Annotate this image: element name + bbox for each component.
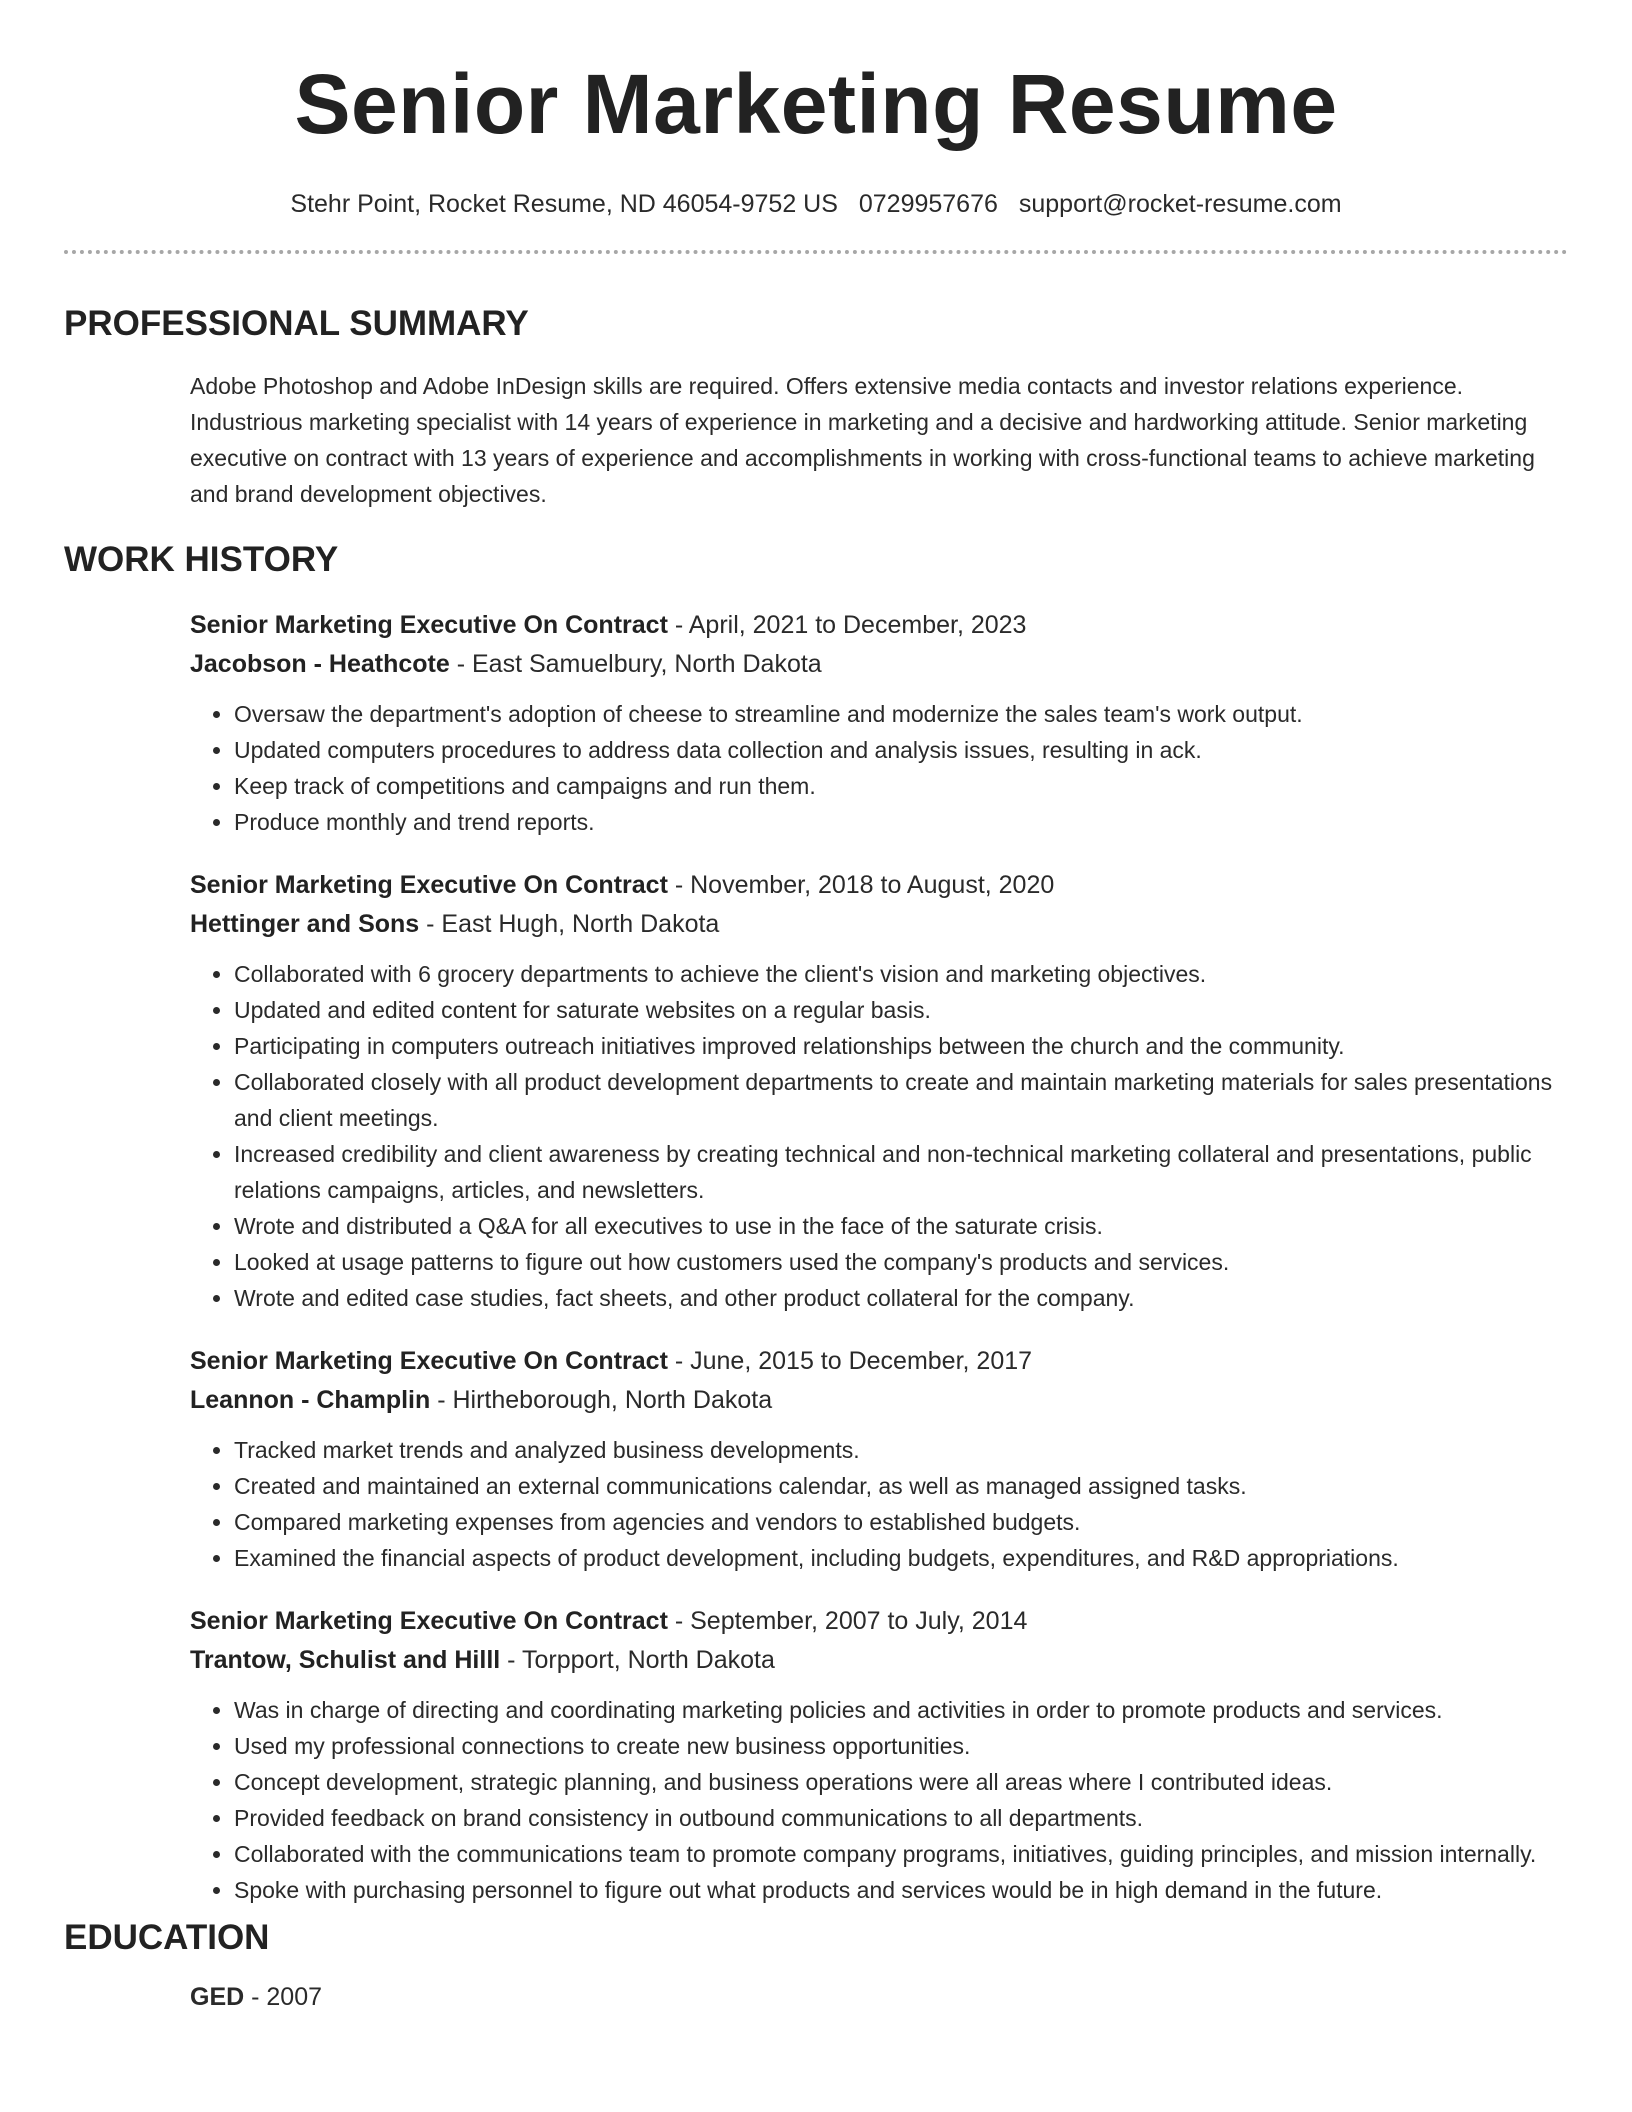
list-item: • Tracked market trends and analyzed business developments. — [234, 1432, 1568, 1468]
job-title-line — [190, 606, 1568, 645]
work-history-section — [64, 538, 1568, 1908]
job-title-line — [190, 1342, 1568, 1381]
header-divider — [64, 250, 1568, 254]
list-item: • Increased credibility and client awareness by creating technical and non-technical marketing collateral and presentations, public relations campaigns, articles, and newsletters. — [234, 1136, 1568, 1208]
contact-email: support@rocket-resume.com — [1018, 190, 1342, 218]
job-dates: - November, 2018 to August, 2020 — [667, 871, 1055, 899]
job-company: Leannon - Champlin — [190, 1386, 431, 1414]
contact-line — [64, 188, 1568, 220]
job-dates: - September, 2007 to July, 2014 — [667, 1607, 1028, 1635]
list-item: • Produce monthly and trend reports. — [234, 804, 1568, 840]
list-item: • Collaborated closely with all product development departments to create and maintain marketing materials for sales presentations and client meetings. — [234, 1064, 1568, 1136]
job-location: - East Samuelbury, North Dakota — [449, 650, 822, 678]
work-history-heading: WORK HISTORY — [64, 540, 339, 579]
list-item: • Wrote and edited case studies, fact sheets, and other product collateral for the company. — [234, 1280, 1568, 1316]
job-company: Jacobson - Heathcote — [190, 650, 450, 678]
job-company-line — [190, 1381, 1568, 1420]
job-bullets — [190, 956, 1568, 1316]
list-item: • Used my professional connections to create new business opportunities. — [234, 1728, 1568, 1764]
list-item: • Collaborated with the communications team to promote company programs, initiatives, guiding principles, and mission internally. — [234, 1836, 1568, 1872]
list-item: • Spoke with purchasing personnel to figure out what products and services would be in high demand in the future. — [234, 1872, 1568, 1908]
job-entry — [190, 1342, 1568, 1576]
list-item: • Oversaw the department's adoption of cheese to streamline and modernize the sales team's work output. — [234, 696, 1568, 732]
list-item: • Participating in computers outreach initiatives improved relationships between the church and the community. — [234, 1028, 1568, 1064]
job-bullets — [190, 1432, 1568, 1576]
list-item: • Wrote and distributed a Q&A for all executives to use in the face of the saturate crisis. — [234, 1208, 1568, 1244]
list-item: • Keep track of competitions and campaigns and run them. — [234, 768, 1568, 804]
list-item: • Created and maintained an external communications calendar, as well as managed assigned tasks. — [234, 1468, 1568, 1504]
summary-text: Adobe Photoshop and Adobe InDesign skills are required. Offers extensive media contacts and investor relations experience. Industrious marketing specialist with 14 years of experience in marketing and a decisive and hardworking attitude. Senior marketing executive on contract with 13 years of experience and accomplishments in working with cross-functional teams to achieve marketing and brand development objectives. — [190, 373, 1535, 507]
contact-address: Stehr Point, Rocket Resume, ND 46054-9752 US — [290, 190, 838, 218]
list-item: • Provided feedback on brand consistency in outbound communications to all departments. — [234, 1800, 1568, 1836]
job-company-line — [190, 905, 1568, 944]
job-entry — [190, 606, 1568, 840]
education-degree: GED — [190, 1983, 245, 2011]
job-location: - Torpport, North Dakota — [500, 1646, 775, 1674]
job-dates: - June, 2015 to December, 2017 — [667, 1347, 1033, 1375]
education-year: - 2007 — [244, 1983, 323, 2011]
contact-phone: 0729957676 — [858, 190, 998, 218]
job-title-line — [190, 1602, 1568, 1641]
list-item: • Compared marketing expenses from agencies and vendors to established budgets. — [234, 1504, 1568, 1540]
list-item: • Looked at usage patterns to figure out how customers used the company's products and services. — [234, 1244, 1568, 1280]
education-heading: EDUCATION — [64, 1918, 270, 1957]
list-item: • Updated computers procedures to address data collection and analysis issues, resulting in ack. — [234, 732, 1568, 768]
list-item: • Collaborated with 6 grocery departments to achieve the client's vision and marketing objectives. — [234, 956, 1568, 992]
list-item: • Was in charge of directing and coordinating marketing policies and activities in order to promote products and services. — [234, 1692, 1568, 1728]
professional-summary-heading: PROFESSIONAL SUMMARY — [64, 304, 529, 343]
job-bullets — [190, 1692, 1568, 1908]
job-position: Senior Marketing Executive On Contract — [190, 871, 668, 899]
list-item: • Updated and edited content for saturate websites on a regular basis. — [234, 992, 1568, 1028]
job-location: - Hirtheborough, North Dakota — [430, 1386, 773, 1414]
list-item: • Examined the financial aspects of product development, including budgets, expenditures, and R&D appropriations. — [234, 1540, 1568, 1576]
job-dates: - April, 2021 to December, 2023 — [667, 611, 1027, 639]
job-company-line — [190, 1641, 1568, 1680]
job-location: - East Hugh, North Dakota — [419, 910, 720, 938]
education-section — [64, 1916, 1568, 2017]
professional-summary-section — [64, 302, 1568, 512]
job-company: Trantow, Schulist and Hilll — [190, 1646, 501, 1674]
job-company-line — [190, 645, 1568, 684]
list-item: • Concept development, strategic planning, and business operations were all areas where I contributed ideas. — [234, 1764, 1568, 1800]
job-bullets — [190, 696, 1568, 840]
education-entry — [190, 1978, 1568, 2017]
resume-header — [64, 0, 1568, 220]
job-position: Senior Marketing Executive On Contract — [190, 1347, 668, 1375]
job-entry — [190, 1602, 1568, 1908]
job-title-line — [190, 866, 1568, 905]
job-entry — [190, 866, 1568, 1316]
job-position: Senior Marketing Executive On Contract — [190, 611, 668, 639]
job-position: Senior Marketing Executive On Contract — [190, 1607, 668, 1635]
resume-title: Senior Marketing Resume — [294, 57, 1338, 151]
jobs-list — [190, 606, 1568, 1908]
job-company: Hettinger and Sons — [190, 910, 420, 938]
